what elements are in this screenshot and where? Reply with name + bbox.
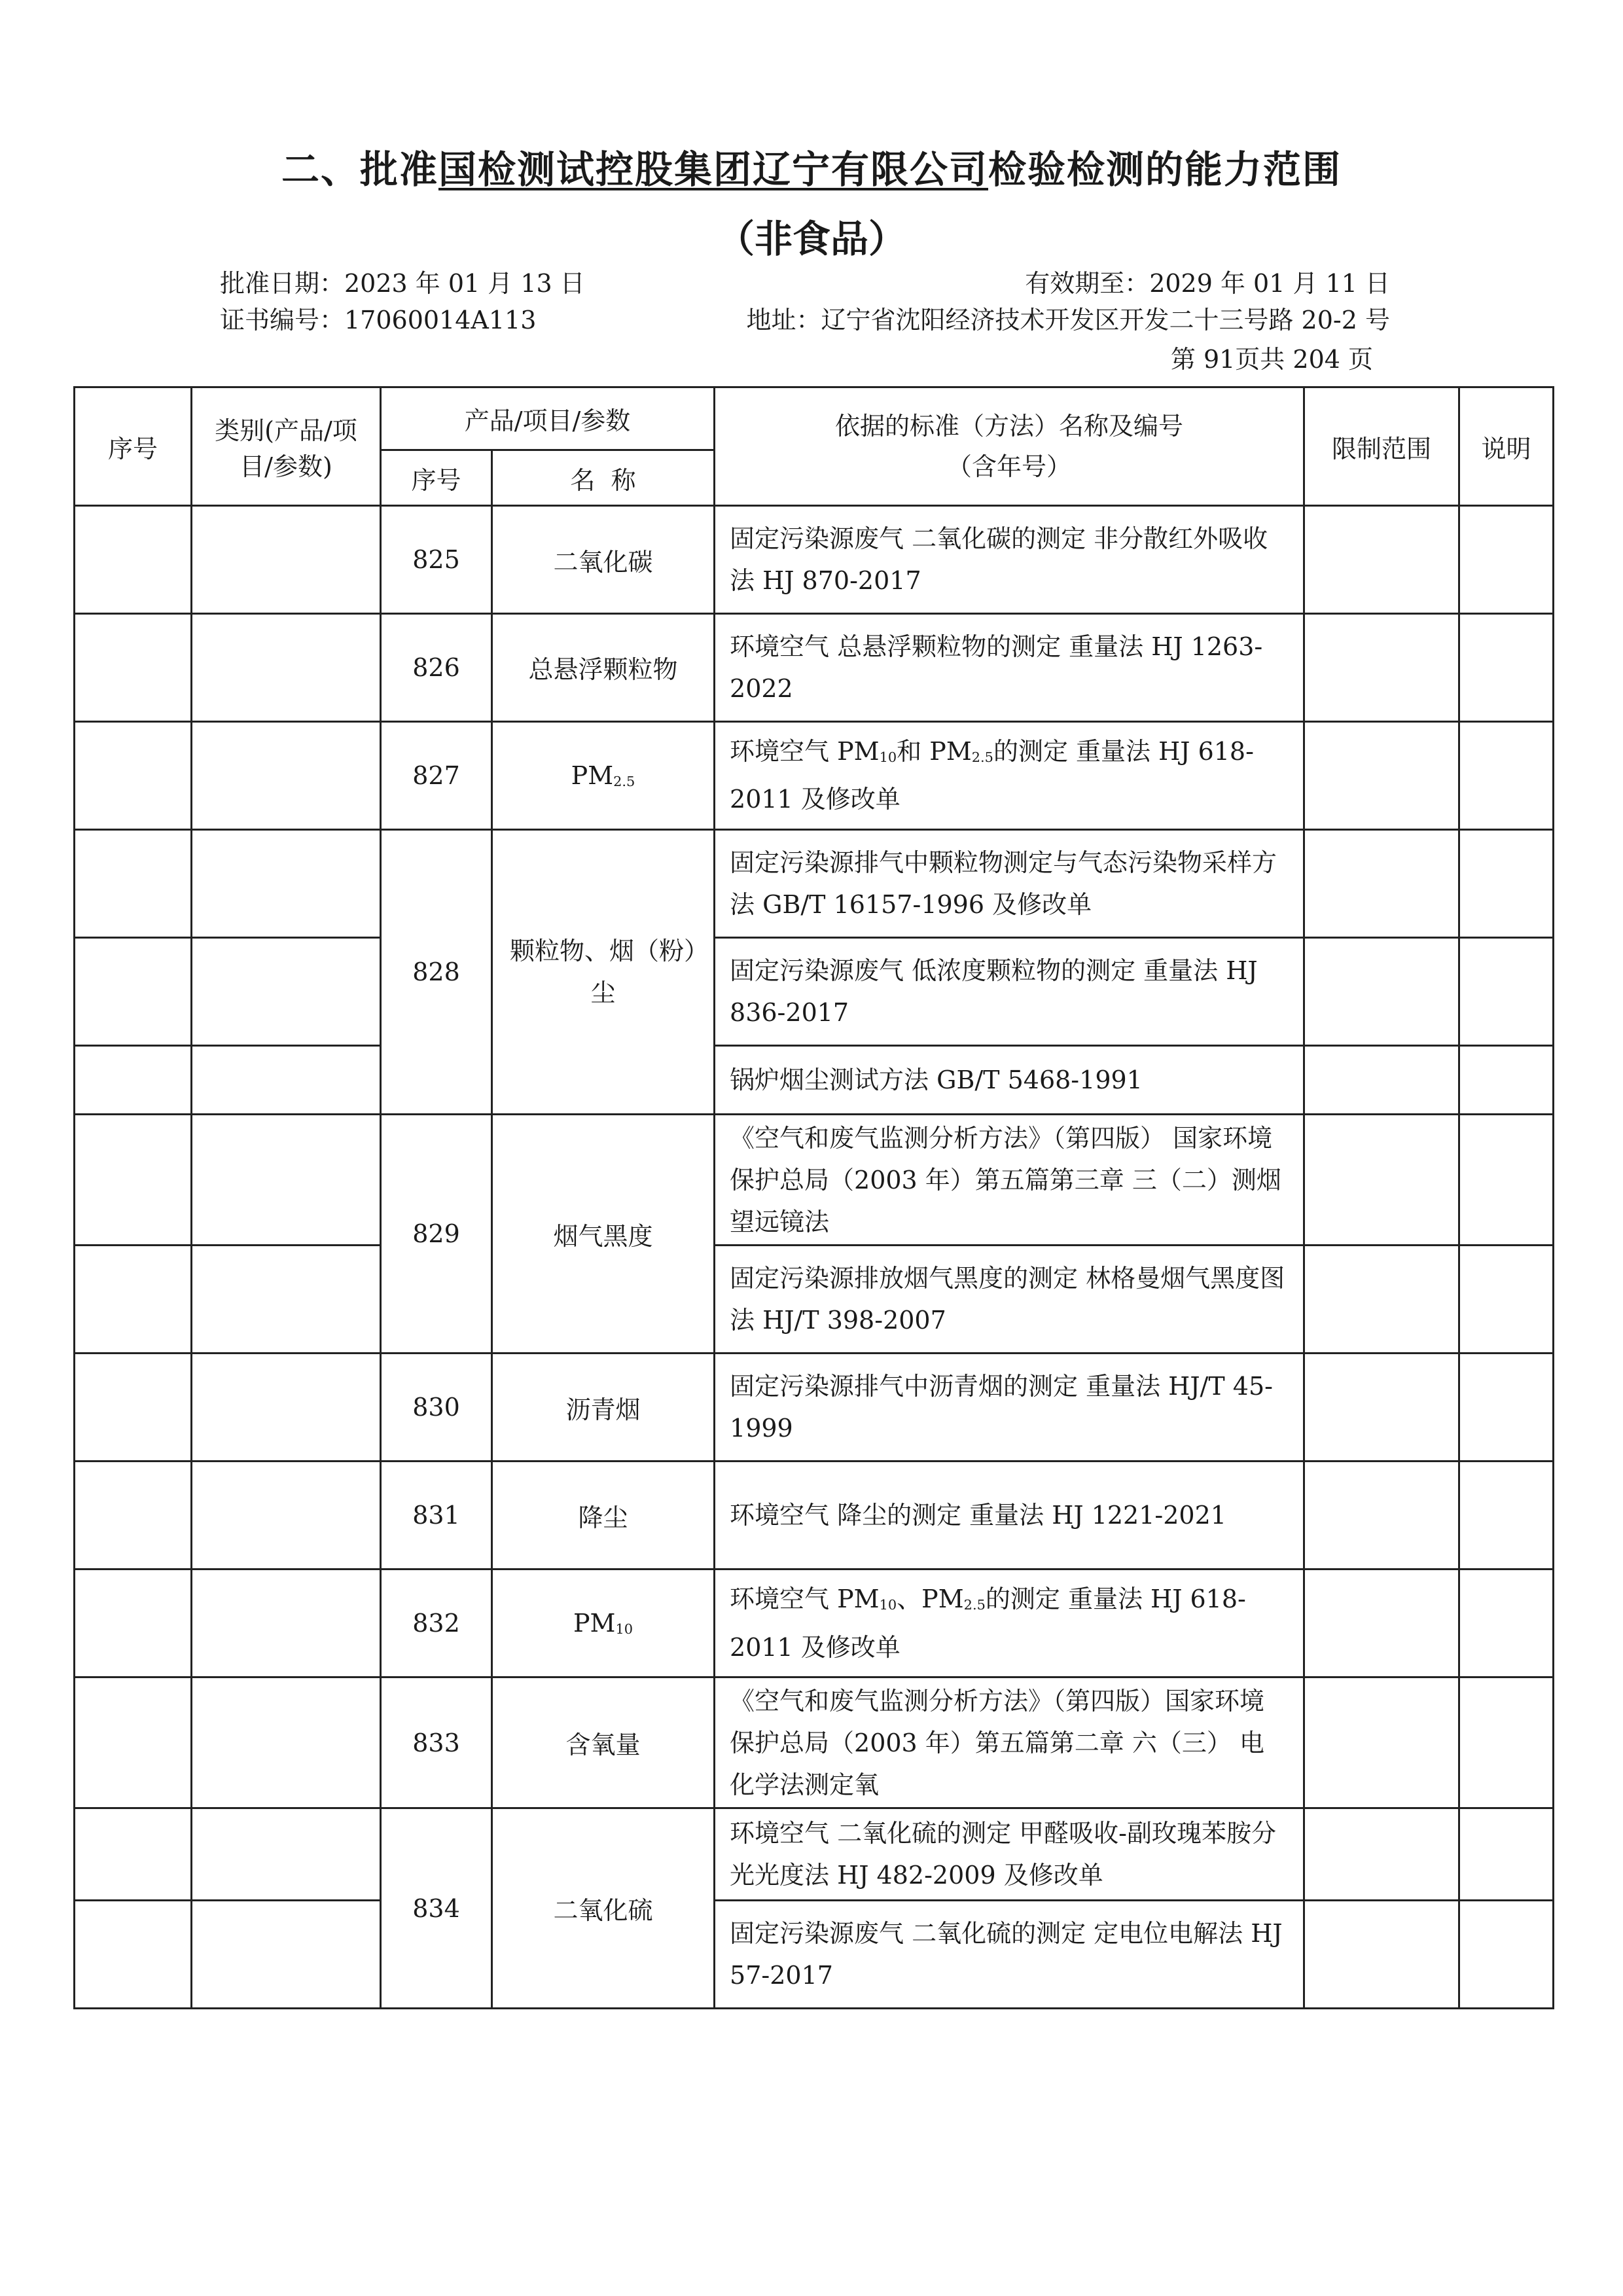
item-name: 总悬浮颗粒物 <box>492 614 715 722</box>
seq-cell <box>75 721 192 829</box>
item-name-main: PM <box>573 1609 616 1638</box>
seq-cell <box>75 1808 192 1901</box>
category-cell <box>192 1246 381 1354</box>
limit-cell <box>1304 1570 1459 1677</box>
category-cell <box>192 1114 381 1245</box>
category-cell <box>192 721 381 829</box>
item-number: 830 <box>381 1354 492 1462</box>
item-name <box>492 721 715 829</box>
table-row <box>75 1045 1554 1114</box>
category-cell <box>192 1677 381 1808</box>
limit-cell <box>1304 1045 1459 1114</box>
category-cell <box>192 1900 381 2008</box>
seq-cell <box>75 1677 192 1808</box>
table-row <box>75 1677 1554 1808</box>
header-category: 类别(产品/项目/参数) <box>192 387 381 506</box>
standard-cell: 固定污染源排气中颗粒物测定与气态污染物采样方法 GB/T 16157-1996 及修改单 <box>715 829 1304 937</box>
limit-cell <box>1304 1808 1459 1901</box>
category-cell <box>192 937 381 1045</box>
note-cell <box>1459 1462 1554 1570</box>
note-cell <box>1459 1808 1554 1901</box>
item-number: 827 <box>381 721 492 829</box>
item-name: 降尘 <box>492 1462 715 1570</box>
category-cell <box>192 1808 381 1901</box>
seq-cell <box>75 1900 192 2008</box>
category-cell <box>192 1354 381 1462</box>
page-subtitle: （非食品） <box>716 217 906 261</box>
note-cell <box>1459 1570 1554 1677</box>
standard-text: 的测定 重量法 HJ 618-2011 及修改单 <box>730 737 1254 814</box>
standard-sub: 2.5 <box>963 1597 986 1613</box>
table-row <box>75 1900 1554 2008</box>
limit-cell <box>1304 1246 1459 1354</box>
capability-table <box>73 386 1554 2009</box>
item-number: 832 <box>381 1570 492 1677</box>
standard-cell: 固定污染源废气 二氧化碳的测定 非分散红外吸收法 HJ 870-2017 <box>715 506 1304 614</box>
header-note: 说明 <box>1459 387 1554 506</box>
header-limit: 限制范围 <box>1304 387 1459 506</box>
seq-cell <box>75 506 192 614</box>
item-name <box>492 1570 715 1677</box>
table-row <box>75 829 1554 937</box>
table-row <box>75 506 1554 614</box>
limit-cell <box>1304 1114 1459 1245</box>
seq-cell <box>75 1114 192 1245</box>
table-row <box>75 1114 1554 1245</box>
item-name: 二氧化硫 <box>492 1808 715 2009</box>
limit-cell <box>1304 1900 1459 2008</box>
limit-cell <box>1304 937 1459 1045</box>
item-name-main: PM <box>571 761 614 790</box>
standard-cell <box>715 721 1304 829</box>
seq-cell <box>75 1246 192 1354</box>
item-number: 828 <box>381 829 492 1114</box>
valid-until: 有效期至：2029 年 01 月 11 日 <box>1025 269 1390 298</box>
item-name: 含氧量 <box>492 1677 715 1808</box>
standard-sub: 10 <box>879 749 897 766</box>
seq-cell <box>75 1570 192 1677</box>
seq-cell <box>75 614 192 722</box>
item-name: 沥青烟 <box>492 1354 715 1462</box>
limit-cell <box>1304 1462 1459 1570</box>
category-cell <box>192 614 381 722</box>
note-cell <box>1459 1114 1554 1245</box>
note-cell <box>1459 1246 1554 1354</box>
note-cell <box>1459 721 1554 829</box>
note-cell <box>1459 1354 1554 1462</box>
limit-cell <box>1304 721 1459 829</box>
note-cell <box>1459 614 1554 722</box>
note-cell <box>1459 1900 1554 2008</box>
seq-cell <box>75 1045 192 1114</box>
title-org: 国检测试控股集团辽宁有限公司 <box>438 147 988 192</box>
table-row <box>75 1246 1554 1354</box>
limit-cell <box>1304 506 1459 614</box>
table-row <box>75 721 1554 829</box>
standard-text: 、PM <box>897 1585 964 1614</box>
standard-cell: 固定污染源排放烟气黑度的测定 林格曼烟气黑度图法 HJ/T 398-2007 <box>715 1246 1304 1354</box>
seq-cell <box>75 1354 192 1462</box>
standard-sub: 10 <box>879 1597 897 1613</box>
header-standard: 依据的标准（方法）名称及编号（含年号） <box>715 387 1304 506</box>
item-number: 834 <box>381 1808 492 2009</box>
item-name: 颗粒物、烟（粉）尘 <box>492 829 715 1114</box>
standard-sub: 2.5 <box>971 749 993 766</box>
standard-cell: 环境空气 二氧化硫的测定 甲醛吸收-副玫瑰苯胺分光光度法 HJ 482-2009 及修改单 <box>715 1808 1304 1901</box>
standard-cell: 固定污染源废气 低浓度颗粒物的测定 重量法 HJ 836-2017 <box>715 937 1304 1045</box>
header-sub-seq: 序号 <box>381 450 492 506</box>
address: 地址：辽宁省沈阳经济技术开发区开发二十三号路 20-2 号 <box>746 306 1390 334</box>
category-cell <box>192 1462 381 1570</box>
standard-text: 环境空气 PM <box>730 1585 880 1614</box>
standard-cell: 《空气和废气监测分析方法》（第四版）国家环境保护总局（2003 年）第五篇第二章 六（三） 电化学法测定氧 <box>715 1677 1304 1808</box>
item-number: 829 <box>381 1114 492 1353</box>
table-row <box>75 1354 1554 1462</box>
limit-cell <box>1304 1354 1459 1462</box>
table-row <box>75 937 1554 1045</box>
standard-text: 和 PM <box>897 737 972 766</box>
item-number: 831 <box>381 1462 492 1570</box>
page-info: 第 91页共 204 页 <box>1170 345 1373 374</box>
limit-cell <box>1304 1677 1459 1808</box>
header-sub-name: 名 称 <box>492 450 715 506</box>
item-number: 825 <box>381 506 492 614</box>
header-seq: 序号 <box>75 387 192 506</box>
standard-text: 的测定 重量法 HJ 618-2011 及修改单 <box>730 1585 1246 1662</box>
page-title <box>0 139 1623 194</box>
limit-cell <box>1304 829 1459 937</box>
item-name-sub: 2.5 <box>613 774 635 790</box>
standard-text: 环境空气 PM <box>730 737 880 766</box>
category-cell <box>192 1570 381 1677</box>
category-cell <box>192 1045 381 1114</box>
item-number: 833 <box>381 1677 492 1808</box>
standard-cell: 《空气和废气监测分析方法》（第四版） 国家环境保护总局（2003 年）第五篇第三章 三（二）测烟望远镜法 <box>715 1114 1304 1245</box>
standard-cell: 固定污染源排气中沥青烟的测定 重量法 HJ/T 45-1999 <box>715 1354 1304 1462</box>
category-cell <box>192 829 381 937</box>
category-cell <box>192 506 381 614</box>
standard-cell: 环境空气 总悬浮颗粒物的测定 重量法 HJ 1263-2022 <box>715 614 1304 722</box>
standard-cell <box>715 1570 1304 1677</box>
standard-cell: 环境空气 降尘的测定 重量法 HJ 1221-2021 <box>715 1462 1304 1570</box>
title-suffix: 检验检测的能力范围 <box>988 147 1342 192</box>
table-row <box>75 1462 1554 1570</box>
note-cell <box>1459 829 1554 937</box>
table-row <box>75 614 1554 722</box>
table-row <box>75 1808 1554 1901</box>
header-product-group: 产品/项目/参数 <box>381 387 715 450</box>
note-cell <box>1459 1677 1554 1808</box>
standard-cell: 锅炉烟尘测试方法 GB/T 5468-1991 <box>715 1045 1304 1114</box>
item-name: 烟气黑度 <box>492 1114 715 1353</box>
limit-cell <box>1304 614 1459 722</box>
note-cell <box>1459 937 1554 1045</box>
note-cell <box>1459 506 1554 614</box>
seq-cell <box>75 937 192 1045</box>
table-row <box>75 1570 1554 1677</box>
title-prefix: 二、批准 <box>281 147 438 192</box>
item-name: 二氧化碳 <box>492 506 715 614</box>
seq-cell <box>75 1462 192 1570</box>
certificate-number: 证书编号：17060014A113 <box>220 306 537 334</box>
item-number: 826 <box>381 614 492 722</box>
seq-cell <box>75 829 192 937</box>
standard-cell: 固定污染源废气 二氧化硫的测定 定电位电解法 HJ 57-2017 <box>715 1900 1304 2008</box>
item-name-sub: 10 <box>615 1621 633 1638</box>
approval-date: 批准日期：2023 年 01 月 13 日 <box>220 269 585 298</box>
note-cell <box>1459 1045 1554 1114</box>
